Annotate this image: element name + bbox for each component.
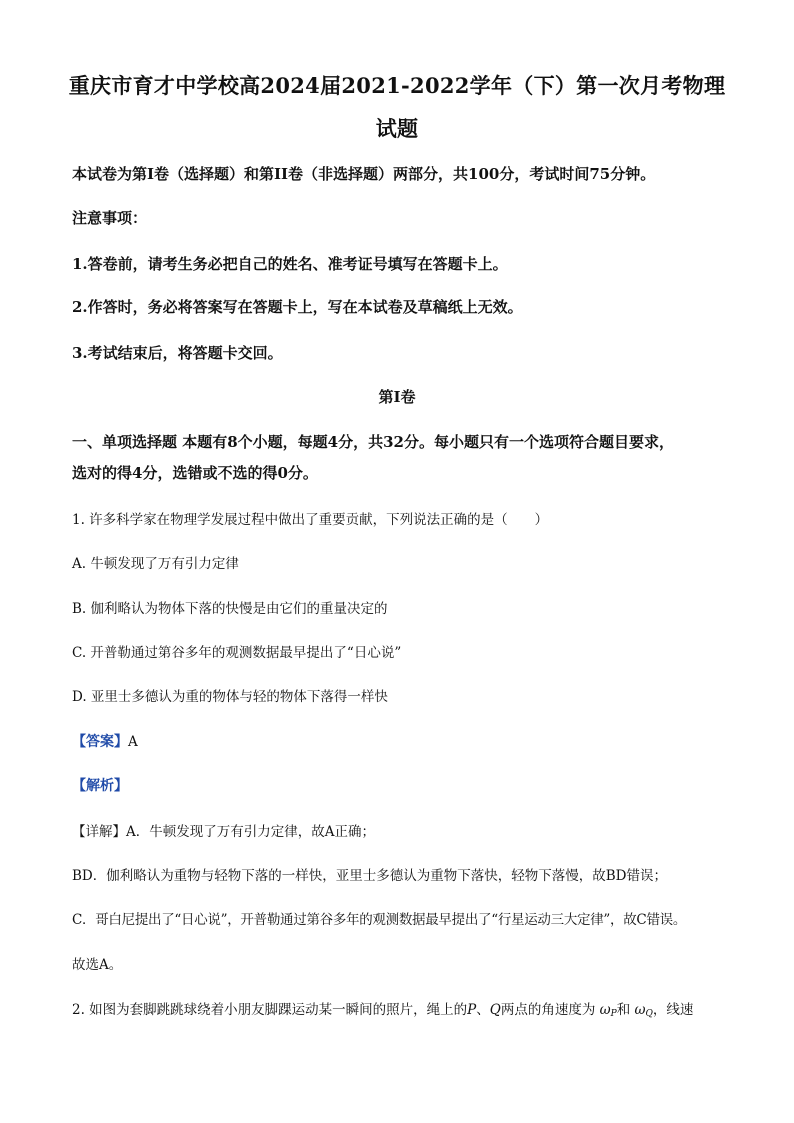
section-desc-line1: 一、单项选择题 本题有8个小题，每题4分，共32分。每小题只有一个选项符合题目要求， (72, 433, 674, 451)
section-desc-line2: 选对的得4分，选错或不选的得0分。 (72, 464, 318, 482)
omega-sub-q: Q (645, 1009, 653, 1019)
notice-heading: 注意事项： (72, 209, 148, 227)
q1-detail-line: 故选A。 (72, 957, 123, 973)
omega-symbol: ω (599, 1002, 611, 1018)
exam-intro: 本试卷为第I卷（选择题）和第II卷（非选择题）两部分，共100分，考试时间75分钟。 (72, 165, 656, 183)
q1-detail-line (72, 820, 375, 840)
q2-stem-prefix: 2. 如图为套脚跳跳球绕着小朋友脚踝运动某一瞬间的照片，绳上的 (72, 1002, 468, 1018)
q1-option-d: D. 亚里士多德认为重的物体与轻的物体下落得一样快 (72, 689, 388, 705)
q1-analysis (72, 775, 128, 795)
q1-detail-line: C．哥白尼提出了“日心说”，开普勒通过第谷多年的观测数据最早提出了“行星运动三大定律”，故C错误。 (72, 912, 687, 928)
omega-sub-p: P (610, 1009, 617, 1019)
notice-item: 2.作答时，务必将答案写在答题卡上，写在本试卷及草稿纸上无效。 (72, 298, 523, 316)
point-q: Q (489, 1002, 501, 1018)
point-p: P (467, 1002, 477, 1018)
q1-option-c: C. 开普勒通过第谷多年的观测数据最早提出了“日心说” (72, 645, 402, 661)
q1-option-a: A. 牛顿发现了万有引力定律 (72, 556, 239, 572)
notice-item: 3.考试结束后，将答题卡交回。 (72, 344, 283, 362)
doc-title-line2: 试题 (375, 116, 419, 141)
omega-symbol: ω (634, 1002, 646, 1018)
q2-stem-mid: 两点的角速度为 (500, 1002, 596, 1018)
notice-item: 1.答卷前，请考生务必把自己的姓名、准考证号填写在答题卡上。 (72, 255, 508, 273)
doc-title-line1: 重庆市育才中学校高2024届2021-2022学年（下）第一次月考物理 (68, 73, 726, 98)
answer-tag: 【答案】 (72, 734, 128, 750)
detail-tag: 【详解】 (72, 824, 126, 840)
q1-stem: 1. 许多科学家在物理学发展过程中做出了重要贡献，下列说法正确的是（ ） (72, 512, 549, 528)
q2-and: 和 (616, 1002, 631, 1018)
q2-stem (72, 998, 693, 1019)
q1-answer (72, 731, 138, 751)
q1-option-b: B. 伽利略认为物体下落的快慢是由它们的重量决定的 (72, 601, 388, 617)
answer-value: A (128, 734, 138, 750)
q2-sep: 、 (476, 1002, 490, 1018)
analysis-tag: 【解析】 (72, 778, 128, 794)
q1-detail-line: BD．伽利略认为重物与轻物下落的一样快，亚里士多德认为重物下落快，轻物下落慢，故BD错误； (72, 868, 667, 884)
q2-stem-suffix: ，线速 (652, 1002, 694, 1018)
detail-text: A．牛顿发现了万有引力定律，故A正确； (126, 824, 375, 840)
section-title: 第I卷 (378, 388, 416, 406)
